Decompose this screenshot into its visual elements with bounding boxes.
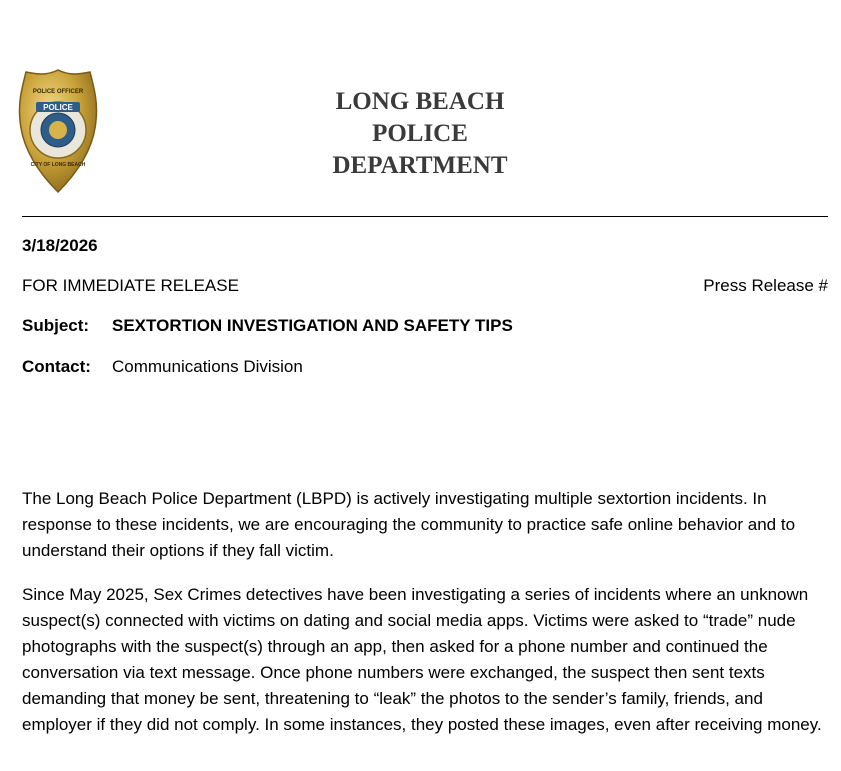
contact-value: Communications Division <box>112 357 303 376</box>
badge-text-police: POLICE <box>43 103 73 112</box>
title-line-2: POLICE <box>372 120 468 147</box>
title-line-1: LONG BEACH <box>335 88 505 115</box>
subject-label: Subject: <box>22 316 90 335</box>
press-release-number: Press Release # <box>703 276 828 295</box>
release-date: 3/18/2026 <box>22 236 98 255</box>
header-divider <box>22 216 828 217</box>
badge-text-city: CITY OF LONG BEACH <box>30 162 86 168</box>
police-badge-logo <box>18 68 98 196</box>
body-paragraph-2: Since May 2025, Sex Crimes detectives have been investigating a series of incidents where an unknown suspect(s) connected with victims on dating and social media apps. Victims were asked to “trade” nude photographs with the suspect(s) through an app, then asked for a phone number and continued the conversation via text message. Once phone numbers were exchanged, the suspect then sent texts demanding that money be sent, threatening to “leak” the photos to the sender’s family, friends, and employer if they did not comply. In some instances, they posted these images, even after receiving money. <box>22 585 822 734</box>
subject-value: SEXTORTION INVESTIGATION AND SAFETY TIPS <box>112 316 513 335</box>
body-paragraph-1: The Long Beach Police Department (LBPD) is actively investigating multiple sextortion incidents. In response to these incidents, we are encouraging the community to practice safe online behavior and to understand their options if they fall victim. <box>22 489 796 560</box>
department-title <box>220 86 620 182</box>
contact-label: Contact: <box>22 357 91 376</box>
immediate-release-label: FOR IMMEDIATE RELEASE <box>22 276 239 295</box>
title-line-3: DEPARTMENT <box>332 152 508 179</box>
badge-text-top: POLICE OFFICER <box>32 89 84 95</box>
